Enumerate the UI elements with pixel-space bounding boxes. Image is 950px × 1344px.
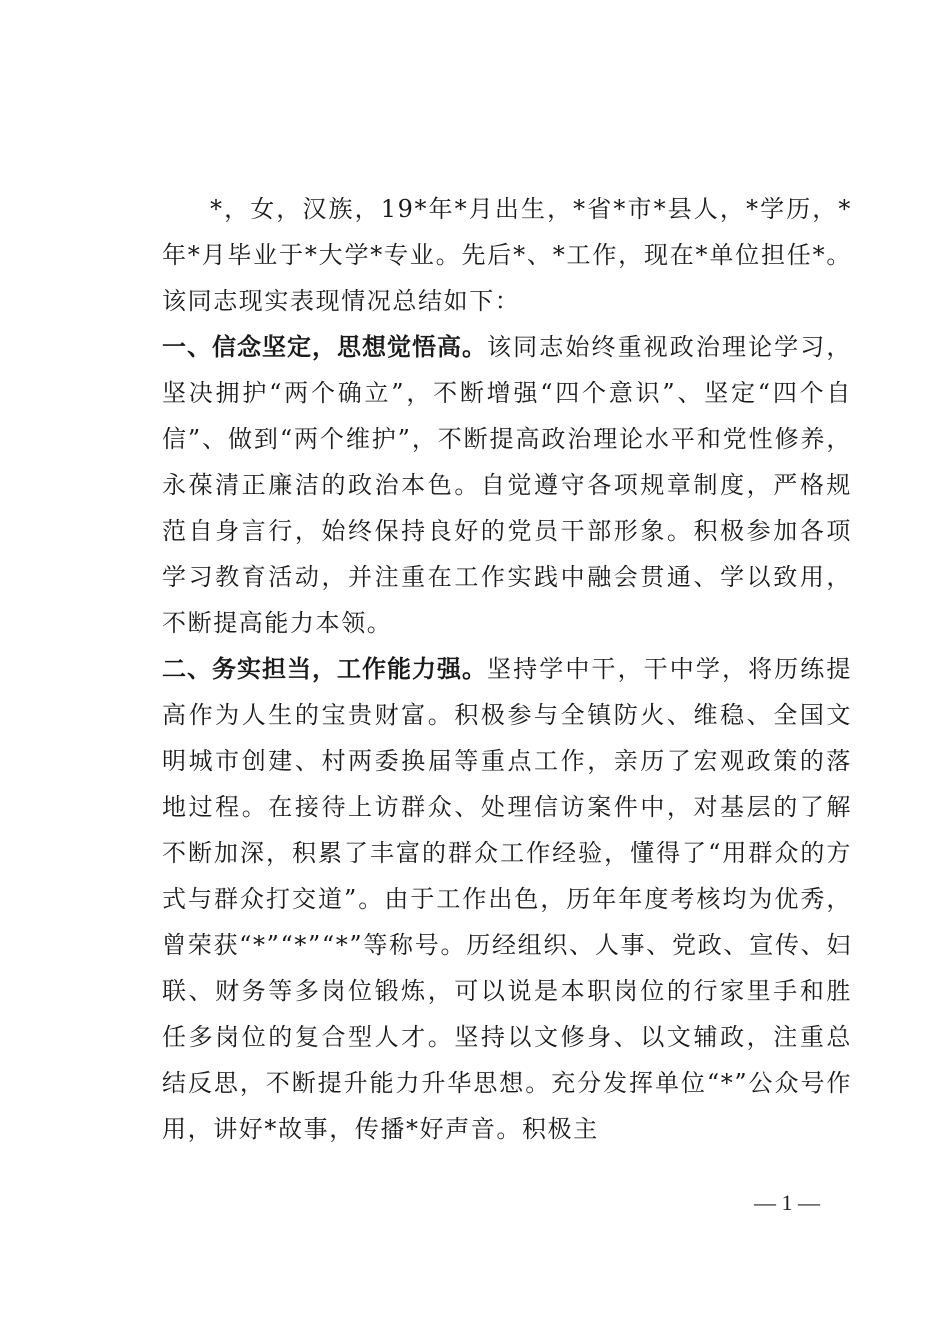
section-1-paragraph <box>162 324 852 646</box>
page-number: — 1 — <box>754 1190 820 1215</box>
section-1-heading: 一、信念坚定，思想觉悟高。 <box>162 333 488 361</box>
section-2-heading: 二、务实担当，工作能力强。 <box>162 655 488 683</box>
intro-paragraph: *，女，汉族，19*年*月出生，*省*市*县人，*学历，*年*月毕业于*大学*专业。先后*、*工作，现在*单位担任*。该同志现实表现情况总结如下： <box>162 195 852 315</box>
section-2-paragraph <box>162 646 852 1152</box>
section-2-body: 坚持学中干，干中学，将历练提高作为人生的宝贵财富。积极参与全镇防火、维稳、全国文明城市创建、村两委换届等重点工作，亲历了宏观政策的落地过程。在接待上访群众、处理信访案件中，对基层的了解不断加深，积累了丰富的群众工作经验，懂得了“用群众的方式与群众打交道”。由于工作出色，历年年度考核均为优秀，曾荣获“*”“*”“*”等称号。历经组织、人事、党政、宣传、妇联、财务等多岗位锻炼，可以说是本职岗位的行家里手和胜任多岗位的复合型人才。坚持以文修身、以文辅政，注重总结反思，不断提升能力升华思想。充分发挥单位“*”公众号作用，讲好*故事，传播*好声音。积极主 <box>162 655 852 1143</box>
document-body <box>162 186 852 1152</box>
section-1-body: 该同志始终重视政治理论学习，坚决拥护“两个确立”，不断增强“四个意识”、坚定“四个自信”、做到“两个维护”，不断提高政治理论水平和党性修养，永葆清正廉洁的政治本色。自觉遵守各项规章制度，严格规范自身言行，始终保持良好的党员干部形象。积极参加各项学习教育活动，并注重在工作实践中融会贯通、学以致用，不断提高能力本领。 <box>162 333 852 637</box>
